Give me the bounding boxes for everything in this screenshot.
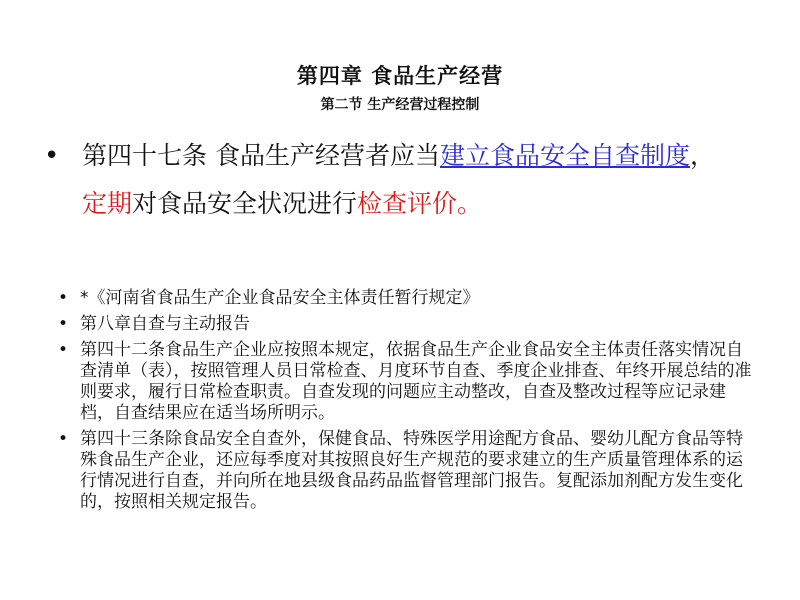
article-47-part4: 。 [457, 189, 483, 218]
list-item [58, 340, 758, 424]
chapter-title: 第四章 食品生产经营 [296, 64, 504, 88]
bullet-dot: • [58, 288, 69, 308]
regulation-list [58, 288, 758, 518]
list-item [58, 429, 758, 513]
main-article-47 [44, 132, 774, 228]
section-title: 第二节 生产经营过程控制 [320, 97, 480, 113]
article-47-part3: 对食品安全状况进行 [132, 189, 358, 218]
list-item-text: 第四十二条食品生产企业应按照本规定，依据食品生产企业食品安全主体责任落实情况自查清单（表），按照管理人员日常检查、月度环节自查、季度企业排查、年终开展总结的准则要求，履行日常检查职责。自查发现的问题应主动整改，自查及整改过程等应记录建档，自查结果应在适当场所明示。 [80, 340, 752, 423]
list-item-text: 第八章自查与主动报告 [80, 314, 250, 334]
article-47-text [82, 132, 774, 228]
list-item-text: *《河南省食品生产企业食品安全主体责任暂行规定》 [80, 288, 480, 308]
inspection-evaluation-highlight: 检查评价 [357, 189, 458, 218]
list-item [58, 288, 758, 309]
regular-highlight: 定期 [82, 189, 133, 218]
self-inspection-system-link[interactable]: 建立食品安全自查制度 [439, 141, 690, 170]
list-item [58, 314, 758, 335]
bullet-dot: • [58, 340, 69, 360]
bullet-dot: • [58, 314, 69, 334]
article-47-part1: 第四十七条 食品生产经营者应当 [82, 141, 440, 170]
article-47-part2: ， [689, 141, 715, 170]
bullet-dot: • [44, 141, 60, 171]
bullet-dot: • [58, 429, 69, 449]
list-item-text: 第四十三条除食品安全自查外，保健食品、特殊医学用途配方食品、婴幼儿配方食品等特殊食品生产企业，还应每季度对其按照良好生产规范的要求建立的生产质量管理体系的运行情况进行自查，并向所在地县级食品药品监督管理部门报告。复配添加剂配方发生变化的，按照相关规定报告。 [80, 429, 743, 512]
